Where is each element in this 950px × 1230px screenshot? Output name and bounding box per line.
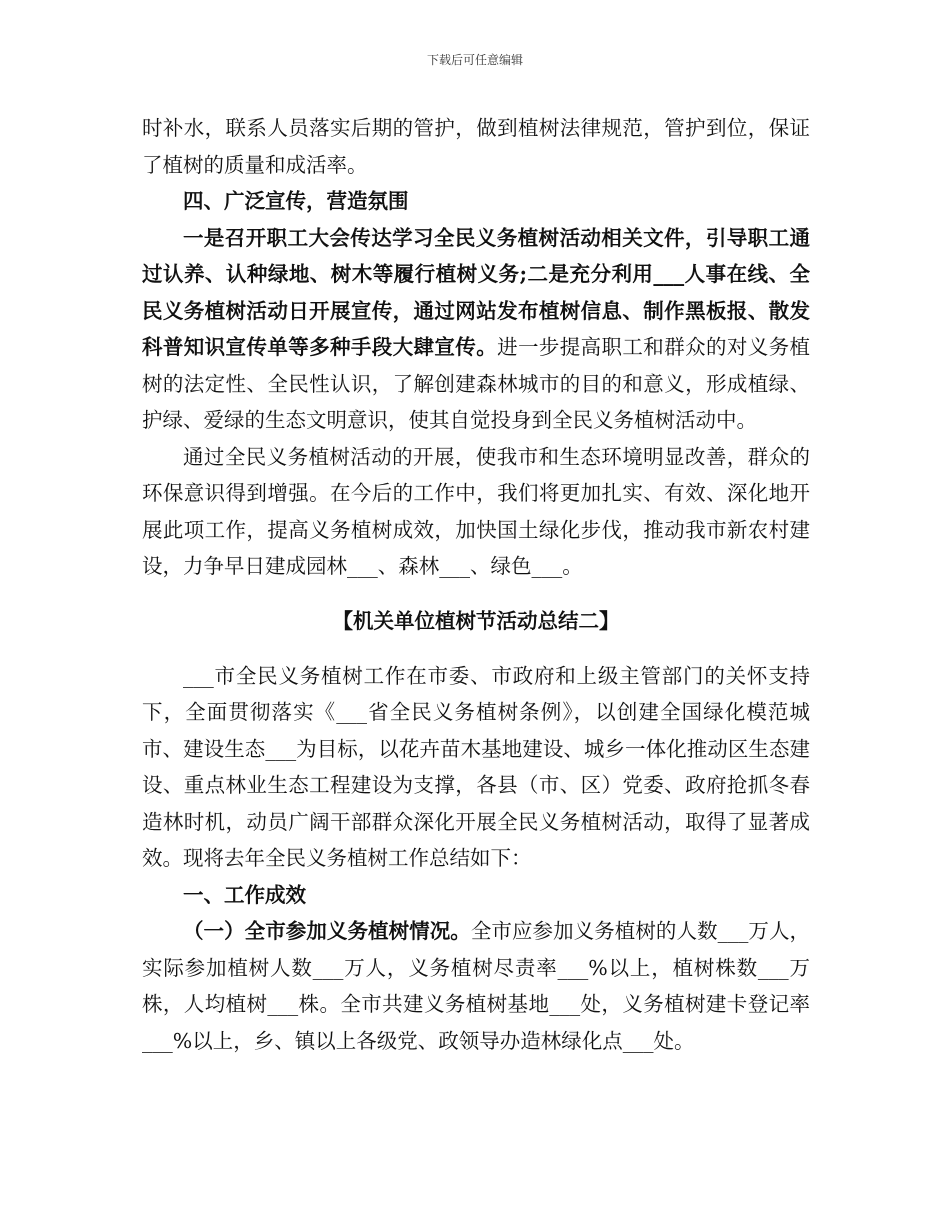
paragraph-publicity (142, 220, 810, 439)
summary-two-title: 【机关单位植树节活动总结二】 (332, 608, 620, 633)
participation-bold-text: （一）全市参加义务植树情况。 (183, 919, 471, 943)
section-heading-4: 四、广泛宣传，营造氛围 (183, 189, 409, 213)
participation-normal-text: 全市应参加义务植树的人数___万人，实际参加植树人数___万人，义务植树尽责率___%以上，植树株数___万株，人均植树___株。全市共建义务植树基地___处，义务植树建卡登记率___%以上，乡、镇以上各级党、政领导办造林绿化点___处。 (142, 919, 811, 1053)
paragraph-participation (142, 913, 810, 1059)
paragraph-intro: ___市全民义务植树工作在市委、市政府和上级主管部门的关怀支持下，全面贯彻落实《___省全民义务植树条例》，以创建全国绿化模范城市、建设生态___为目标，以花卉苗木基地建设、城乡一体化推动区生态建设、重点林业生态工程建设为支撑，各县（市、区）党委、政府抢抓冬春造林时机，动员广阔干部群众深化开展全民义务植树活动，取得了显著成效。现将去年全民义务植树工作总结如下： (142, 663, 810, 870)
paragraph-conclusion: 通过全民义务植树活动的开展，使我市和生态环境明显改善，群众的环保意识得到增强。在今后的工作中，我们将更加扎实、有效、深化地开展此项工作，提高义务植树成效，加快国土绿化步伐，推动我市新农村建设，力争早日建成园林___、森林___、绿色___。 (142, 444, 810, 578)
paragraph-continuation: 时补水，联系人员落实后期的管护，做到植树法律规范，管护到位，保证了植树的质量和成活率。 (142, 116, 810, 177)
publicity-normal-text: 进一步提高职工和群众的对义务植树的法定性、全民性认识，了解创建森林城市的目的和意义，形成植绿、护绿、爱绿的生态文明意识，使其自觉投身到全民义务植树活动中。 (142, 335, 811, 432)
publicity-bold-text: 一是召开职工大会传达学习全民义务植树活动相关文件，引导职工通过认养、认种绿地、树木等履行植树义务;二是充分利用___人事在线、全民义务植树活动日开展宣传，通过网站发布植树信息、制作黑板报、散发科普知识宣传单等多种手段大肆宣传。 (142, 225, 810, 359)
page-header: 下载后可任意编辑 (426, 53, 523, 67)
document-body (142, 110, 810, 1059)
section-heading-1: 一、工作成效 (183, 882, 306, 907)
